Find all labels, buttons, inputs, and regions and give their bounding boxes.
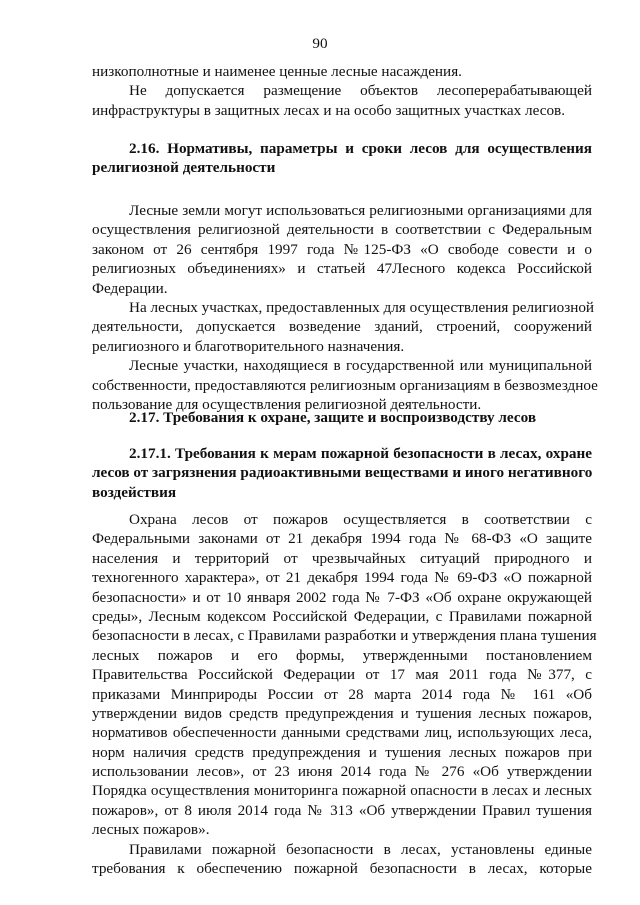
- text-block: [92, 201, 598, 414]
- section-heading: [92, 408, 592, 427]
- text-line: пользование для осуществления религиозной деятельности.: [92, 395, 482, 413]
- text-line: Лесные участки, находящиеся в государственной или муниципальной: [129, 357, 592, 375]
- text-line: приказами Минприроды России от 28 марта 2014 года № 161 «Об: [92, 685, 592, 703]
- text-line: Правилами пожарной безопасности в лесах, установлены единые: [129, 840, 592, 858]
- text-line: использовании лесов», от 23 июня 2014 года № 276 «Об утверждении: [92, 763, 592, 781]
- text-line: утверждении видов средств предупреждения и тушения лесных пожаров,: [92, 704, 592, 722]
- text-line: норм наличия средств предупреждения и тушения лесных пожаров при: [92, 743, 592, 761]
- text-line: безопасности в лесах, с Правилами разработки и утверждения плана тушения: [92, 627, 597, 645]
- page-number: 90: [312, 35, 328, 52]
- text-line: лесных пожаров и его формы, утвержденными постановлением: [92, 646, 592, 664]
- text-line: пожаров», от 8 июля 2014 года № 313 «Об утверждении Правил тушения: [92, 801, 592, 819]
- text-line: нормативов обеспеченности данными средствами лиц, использующих леса,: [92, 724, 592, 742]
- text-line: безопасности» и от 10 января 2002 года № 7-ФЗ «Об охране окружающей: [92, 588, 592, 606]
- text-block: [92, 510, 597, 878]
- text-line: религиозной деятельности: [92, 159, 276, 177]
- text-line: Порядка осуществления мониторинга пожарной опасности в лесах и лесных: [92, 782, 592, 800]
- text-line: инфраструктуры в защитных лесах и на особо защитных участках лесов.: [92, 101, 566, 119]
- text-line: 2.17. Требования к охране, защите и воспроизводству лесов: [129, 409, 537, 426]
- text-line: Не допускается размещение объектов лесоперерабатывающей: [129, 82, 592, 100]
- text-line: На лесных участках, предоставленных для осуществления религиозной: [129, 298, 595, 316]
- text-line: Федерации.: [92, 279, 168, 297]
- text-line: Правительства Российской Федерации от 17 мая 2011 года №377, с: [92, 666, 592, 684]
- text-line: лесных пожаров».: [92, 821, 210, 839]
- text-line: Лесные земли могут использоваться религиозными организациями для: [129, 202, 592, 219]
- text-line: воздействия: [92, 483, 177, 501]
- text-line: Охрана лесов от пожаров осуществляется в соответствии с: [129, 511, 592, 528]
- text-line: требования к обеспечению пожарной безопасности в лесах, которые: [92, 860, 592, 878]
- text-line: 2.16. Нормативы, параметры и сроки лесов для осуществления: [129, 140, 592, 157]
- text-line: Федеральными законами от 21 декабря 1994 года № 68-ФЗ «О защите: [92, 530, 592, 548]
- section-heading: [92, 444, 592, 502]
- text-line: религиозного и благотворительного назначения.: [92, 337, 405, 355]
- text-block: [92, 62, 592, 120]
- text-line: 2.17.1. Требования к мерам пожарной безопасности в лесах, охране: [129, 445, 592, 462]
- text-line: техногенного характера», от 21 декабря 1994 года № 69-ФЗ «О пожарной: [92, 569, 592, 587]
- text-line: собственности, предоставляются религиозным организациям в безвозмездное: [92, 376, 598, 394]
- text-line: населения и территорий от чрезвычайных ситуаций природного и: [92, 549, 592, 567]
- text-line: деятельности, допускается возведение зданий, строений, сооружений: [92, 318, 592, 336]
- text-line: законом от 26 сентября 1997 года №125-ФЗ «О свободе совести и о: [92, 240, 592, 258]
- text-line: среды», Лесным кодексом Российской Федерации, с Правилами пожарной: [92, 607, 592, 625]
- text-line: низкополнотные и наименее ценные лесные насаждения.: [92, 63, 462, 80]
- text-line: религиозных объединениях» и статьей 47Лесного кодекса Российской: [92, 260, 592, 278]
- text-line: осуществления религиозной деятельности в соответствии с Федеральным: [92, 221, 592, 239]
- text-line: лесов от загрязнения радиоактивными веществами и иного негативного: [92, 464, 593, 482]
- section-heading: [92, 139, 592, 178]
